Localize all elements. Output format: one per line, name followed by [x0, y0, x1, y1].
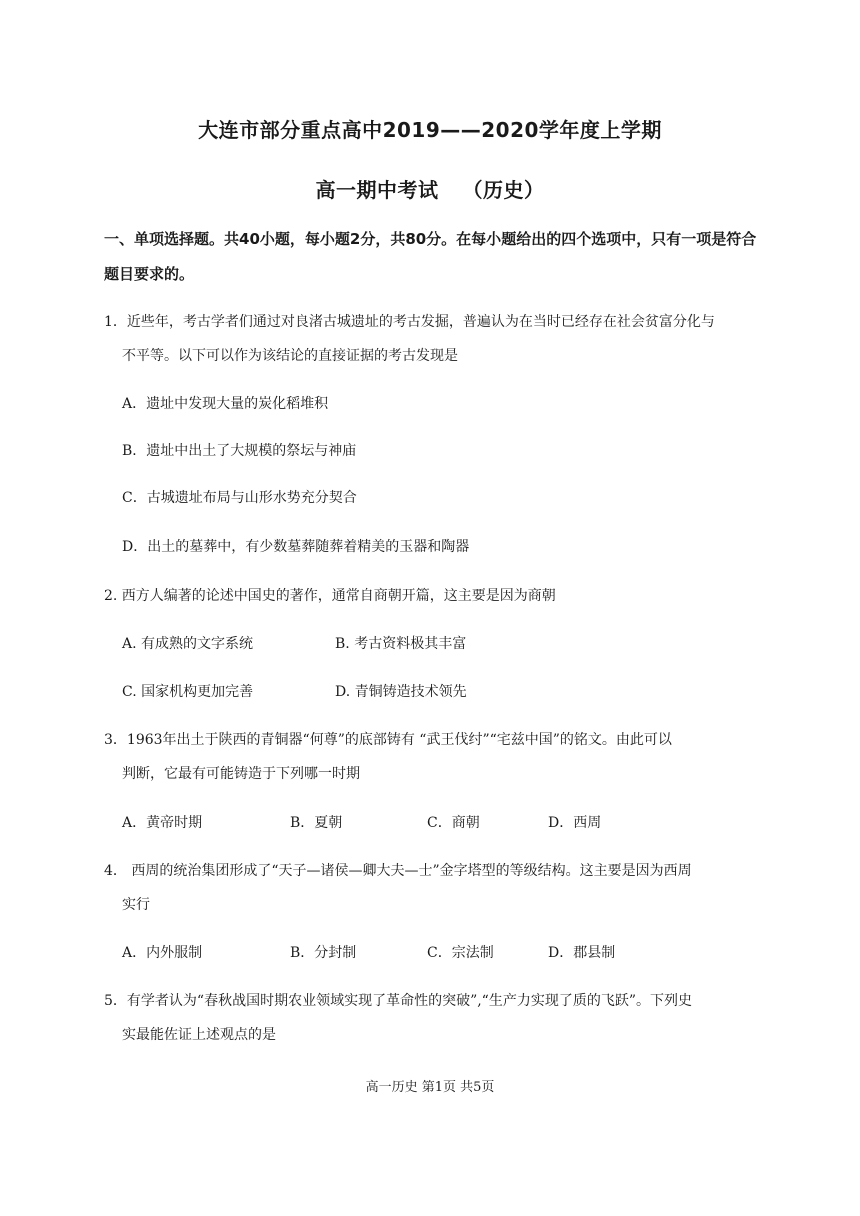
question-3-option-a: A．黄帝时期	[122, 815, 203, 831]
question-3-option-b: B．夏朝	[290, 815, 343, 831]
question-1-option-c: C．古城遗址布局与山形水势充分契合	[122, 490, 357, 506]
question-4-option-b: B．分封制	[290, 945, 357, 961]
exam-subtitle	[0, 174, 860, 203]
question-3-line-1: 3．1963年出土于陕西的青铜器“何尊”的底部铸有 “武王伐纣”“宅兹中国”的铭文。由此可以	[104, 732, 672, 748]
question-4-option-c: C．宗法制	[427, 945, 494, 961]
exam-title: 大连市部分重点高中2019——2020学年度上学期	[198, 118, 662, 142]
page-footer: 高一历史 第1页 共5页	[365, 1080, 495, 1095]
question-3-option-d: D．西周	[548, 815, 602, 831]
question-4-line-2: 实行	[122, 897, 150, 913]
exam-subject: （历史）	[462, 178, 545, 202]
question-3-line-2: 判断，它最有可能铸造于下列哪一时期	[122, 766, 360, 782]
question-1-line-1: 1．近些年，考古学者们通过对良渚古城遗址的考古发掘，普遍认为在当时已经存在社会贫富分化与	[104, 314, 715, 330]
exam-name: 高一期中考试	[315, 178, 439, 202]
question-1-option-b: B．遗址中出土了大规模的祭坛与神庙	[122, 443, 357, 459]
section-heading: 一、单项选择题。共40小题，每小题2分，共80分。在每小题给出的四个选项中，只有一项是符合题目要求的。	[104, 230, 757, 283]
question-5-line-2: 实最能佐证上述观点的是	[122, 1027, 276, 1043]
question-1-line-2: 不平等。以下可以作为该结论的直接证据的考古发现是	[122, 348, 458, 364]
question-2-option-d: D. 青铜铸造技术领先	[335, 684, 467, 700]
question-5-line-1: 5．有学者认为“春秋战国时期农业领域实现了革命性的突破”,“生产力实现了质的飞跃”。下列史	[104, 993, 692, 1009]
question-1-option-a: A．遗址中发现大量的炭化稻堆积	[122, 396, 329, 412]
question-2-line-1: 2. 西方人编著的论述中国史的著作，通常自商朝开篇，这主要是因为商朝	[104, 588, 556, 604]
question-2-option-c: C. 国家机构更加完善	[122, 684, 254, 700]
question-1-option-d: D．出土的墓葬中，有少数墓葬随葬着精美的玉器和陶器	[122, 539, 470, 555]
question-2-option-a: A. 有成熟的文字系统	[122, 636, 254, 652]
question-3-option-c: C．商朝	[427, 815, 480, 831]
question-4-line-1: 4． 西周的统治集团形成了“天子—诸侯—卿大夫—士”金字塔型的等级结构。这主要是因为西周	[104, 863, 692, 879]
question-4-option-d: D．郡县制	[548, 945, 616, 961]
question-2-option-b: B. 考古资料极其丰富	[335, 636, 467, 652]
question-4-option-a: A．内外服制	[122, 945, 203, 961]
